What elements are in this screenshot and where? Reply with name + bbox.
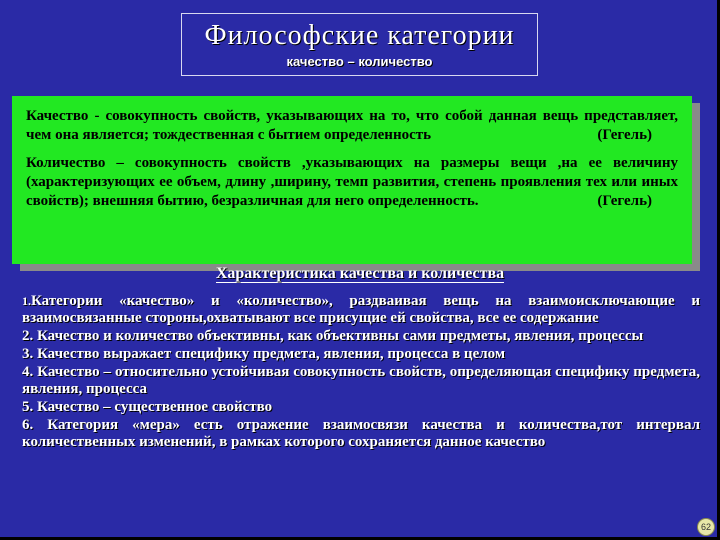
list-item-text: Качество выражает специфику предмета, явления, процесса в целом (33, 346, 506, 362)
page-subtitle: качество – количество (286, 54, 433, 69)
list-item-text: Качество – существенное свойство (33, 399, 273, 415)
page-title: Философские категории (204, 20, 515, 51)
list-item (22, 328, 700, 345)
list-item-number: 6. (22, 417, 34, 433)
list-item-number: 2. (22, 328, 34, 344)
page-number-badge: 62 (697, 518, 715, 536)
list-item-number: 3. (22, 346, 34, 362)
definitions-box (12, 96, 692, 264)
list-item (22, 293, 700, 327)
definition-author: (Гегель) (597, 193, 652, 209)
list-item (22, 399, 700, 416)
section-heading (0, 264, 720, 284)
definition-text: Количество – совокупность свойств ,указывающих на размеры вещи ,на ее величину (характеризующих ее объем, длину ,ширину, темп развития, степень проявления тех или иных свойств); внешняя бытию, безразличная для него определенность. (26, 155, 678, 209)
list-item (22, 364, 700, 398)
definition-quality (26, 107, 678, 145)
list-item-text: Категории «качество» и «количество», раздваивая вещь на взаимоисключающие и взаимосвязанные стороны,охватывают все присущие ей свойства, все ее содержание (22, 293, 700, 326)
list-item-text: Качество и количество объективны, как объективны сами предметы, явления, процессы (33, 328, 644, 344)
list-item (22, 346, 700, 363)
list-item-number: 5. (22, 399, 34, 415)
list-item-text: Качество – относительно устойчивая совокупность свойств, определяющая специфику предмета, явления, процесса (22, 364, 700, 397)
definition-text: Качество - совокупность свойств, указывающих на то, что собой данная вещь представляет, чем она является; тождественная с бытием определенность (26, 108, 678, 143)
list-item-text: Категория «мера» есть отражение взаимосвязи качества и количества,тот интервал количественных изменений, в рамках которого сохраняется данное качество (22, 417, 700, 450)
characteristics-list (22, 293, 700, 452)
list-item (22, 417, 700, 451)
definition-author: (Гегель) (597, 127, 652, 143)
definition-quantity (26, 154, 678, 211)
title-box (181, 13, 538, 76)
list-item-number: 4. (22, 364, 34, 380)
section-heading-text: Характеристика качества и количества (215, 265, 505, 282)
list-item-number: 1. (22, 294, 31, 308)
